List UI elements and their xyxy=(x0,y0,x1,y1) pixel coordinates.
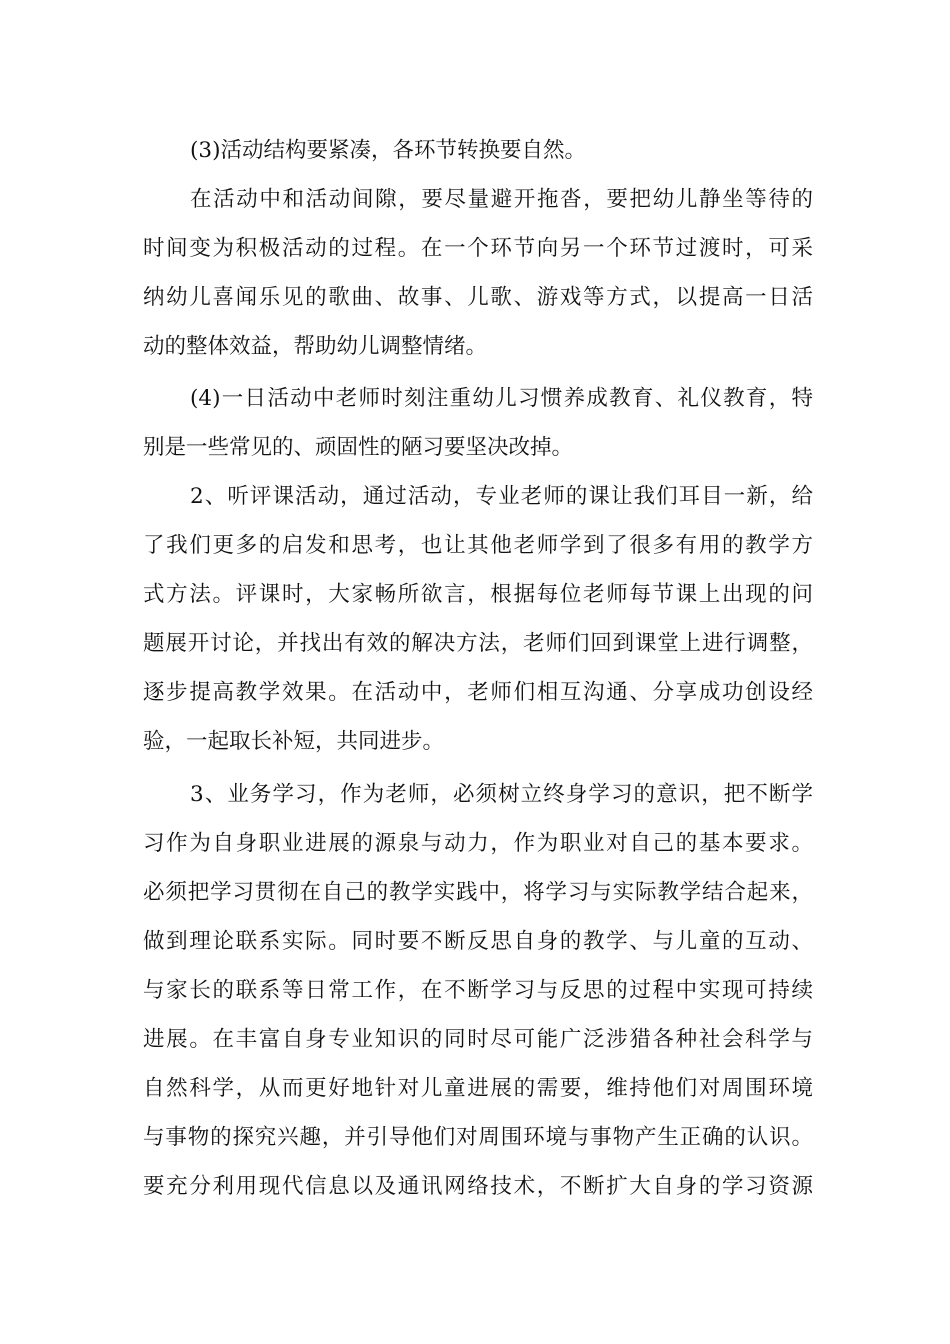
paragraph-line: 必须把学习贯彻在自己的教学实践中，将学习与实际教学结合起来， xyxy=(143,880,813,905)
paragraph-line: 纳幼儿喜闻乐见的歌曲、故事、儿歌、游戏等方式，以提高一日活 xyxy=(143,285,813,310)
paragraph-line: 时间变为积极活动的过程。在一个环节向另一个环节过渡时，可采 xyxy=(143,236,813,261)
paragraph-line: 了我们更多的启发和思考，也让其他老师学到了很多有用的教学方 xyxy=(143,533,813,558)
paragraph-line: 2、听评课活动，通过活动，专业老师的课让我们耳目一新，给 xyxy=(190,484,813,509)
paragraph-line: (4)一日活动中老师时刻注重幼儿习惯养成教育、礼仪教育，特 xyxy=(190,386,813,411)
paragraph-line: 别是一些常见的、顽固性的陋习要坚决改掉。 xyxy=(143,435,574,460)
paragraph-line: 动的整体效益，帮助幼儿调整情绪。 xyxy=(143,334,488,359)
paragraph-line: 自然科学，从而更好地针对儿童进展的需要，维持他们对周围环境 xyxy=(143,1076,813,1101)
paragraph-line: 习作为自身职业进展的源泉与动力，作为职业对自己的基本要求。 xyxy=(143,831,813,856)
paragraph-line: 式方法。评课时，大家畅所欲言，根据每位老师每节课上出现的问 xyxy=(143,582,813,607)
paragraph-line: 在活动中和活动间隙，要尽量避开拖沓，要把幼儿静坐等待的 xyxy=(190,187,813,212)
paragraph-line: 逐步提高教学效果。在活动中，老师们相互沟通、分享成功创设经 xyxy=(143,680,813,705)
paragraph-line: 题展开讨论，并找出有效的解决方法，老师们回到课堂上进行调整， xyxy=(143,631,813,656)
paragraph-line: 验，一起取长补短，共同进步。 xyxy=(143,729,445,754)
paragraph-line: 做到理论联系实际。同时要不断反思自身的教学、与儿童的互动、 xyxy=(143,929,813,954)
paragraph-line: 进展。在丰富自身专业知识的同时尽可能广泛涉猎各种社会科学与 xyxy=(143,1027,813,1052)
paragraph-line: 3、业务学习，作为老师，必须树立终身学习的意识，把不断学 xyxy=(190,782,813,807)
paragraph-line: 与家长的联系等日常工作，在不断学习与反思的过程中实现可持续 xyxy=(143,978,813,1003)
paragraph-line: 要充分利用现代信息以及通讯网络技术，不断扩大自身的学习资源 xyxy=(143,1174,813,1199)
paragraph-heading-3: (3)活动结构要紧凑，各环节转换要自然。 xyxy=(190,138,586,163)
paragraph-line: 与事物的探究兴趣，并引导他们对周围环境与事物产生正确的认识。 xyxy=(143,1125,813,1150)
